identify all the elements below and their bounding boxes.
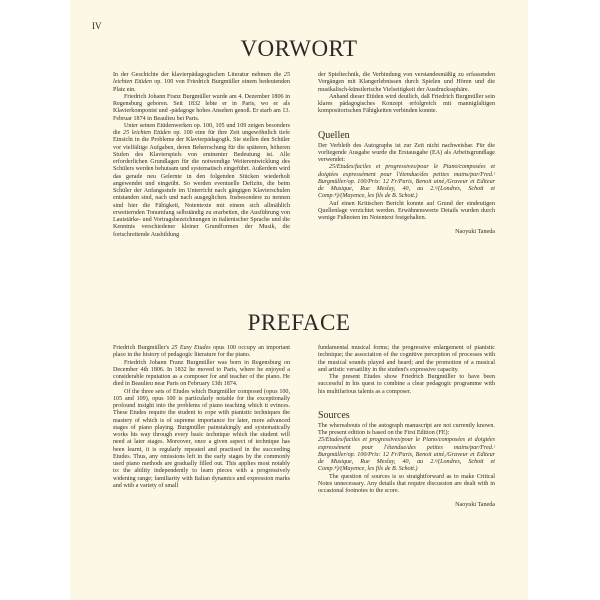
sources-closing: The question of sources is so straightforward as to make Critical Notes unnecessary. Any details that require discussion are dealt with in occasional footnotes to the score. xyxy=(318,473,495,494)
quellen-citation: 25/Etudes/faciles et progressives/pour le Piano/composées et doigtées expressément pour l'étendue/des petites mains/par/Fred.ᶜ Burgmüller/op. 100/Prix: 12 Fr/Paris, Benoit ainé,/Graveur et Editeur de Musique, Rue Meslay, 40, au 2.ᵉ/(Londres, Schott et Comp.ᶤᵉ)/(Mayence, les fils de B. Schott.) xyxy=(318,164,495,200)
preface-paragraph: Of the three sets of Etudes which Burgmüller composed (opus 100, 105 and 109), opus 100 is particularly notable for the exceptionally profound insight into the problems of piano teaching which it evinces. These Etudes require the student to cope with pianistic techniques the mastery of which is of supreme importance for later, more advanced stages of piano playing. Burgmüller painstakingly and systematically works his way through every basic technique which the student will need at later stages. Moreover, once a given aspect of technique has been learnt, it is regularly repeated and practised in the succeeding Etudes. Thus, any omissions left in the early stages by the commonly used piano methods are gradually filled out. This applies most notably to: the ability independently to learn pieces with a progressively widening range; familiarity with Italian dynamics and expression marks and with a variety of small xyxy=(113,388,290,489)
preface-paragraph: Friedrich Johann Franz Burgmüller was born in Regensburg on December 4th 1806. In 1832 he moved to Paris, where he enjoyed a considerable reputation as a composer for and teacher of the piano. He died in Beaulieu near Paris on February 13th 1874. xyxy=(113,359,290,388)
preface-paragraph: fundamental musical forms; the progressive enlargement of pianistic technique; the association of the cognitive perception of processes with the musical sounds played and heard; and the promotion of a musical and artistic versatility in the student's expressive capacity. xyxy=(318,345,495,373)
vorwort-right-column xyxy=(318,72,495,237)
quellen-intro: Der Verbleib des Autographs ist zur Zeit nicht nachweisbar. Für die vorliegende Ausgabe wurde die Erstausgabe (EA) als Arbeitsgrundlage verwendet: xyxy=(318,142,495,163)
vorwort-paragraph: Anhand dieser Etüden wird deutlich, daß Friedrich Burgmüller sein klares pädagogisches Konzept erfolgreich mit mannigfaltigen kompositorischen Fähigkeiten verbinden konnte. xyxy=(318,93,495,115)
vorwort-paragraph: der Spieltechnik, die Verbindung von verstandesmäßig zu erfassenden Vorgängen mit Klangerlebnissen durch Spielen und Hören und die musikalisch-künstlerische Vielseitigkeit der Ausdruckssphäre. xyxy=(318,72,495,93)
sources-citation: 25/Etudes/faciles et progressives/pour le Piano/composées et doigtées expressément pour l'étendue/des petites mains/par/Fred.ᶜ Burgmüller/op. 100/Prix: 12 Fr/Paris, Benoit ainé,/Graveur et Editeur de Musique, Rue Meslay, 40, au 2.ᵉ/(Londres, Schott et Comp.ᶤᵉ)/(Mayence, les fils de B. Schott.) xyxy=(318,437,495,473)
vorwort-left-column xyxy=(113,72,290,239)
preface-right-column xyxy=(318,345,495,510)
vorwort-title: VORWORT xyxy=(240,36,358,61)
preface-title: PREFACE xyxy=(247,310,351,335)
preface-signature: Naoyuki Taneda xyxy=(455,502,495,509)
quellen-closing: Auf einen Kritischen Bericht konnte auf Grund der eindeutigen Quellenlage verzichtet werden. Erwähnenswerte Details wurden durch wenige Fußnoten im Notentext festgehalten. xyxy=(318,200,495,221)
sources-heading: Sources xyxy=(318,409,350,421)
vorwort-paragraph: Unter seinen Etüdenwerken op. 100, 105 und 109 zeigen besonders die 25 leichten Etüden op. 100 eine für ihre Zeit ungewöhnlich tiefe Einsicht in die Probleme der Klavierpädagogik. Sie stellen den Schüler vor vielfältige Aufgaben, deren Beherrschung für die späteren, höheren Stufen des Klavierspiels von eminenter Bedeutung ist. Alle erforderlichen Grundlagen für die notwendige Weiterentwicklung des Schülers werden behutsam und systematisch eingeführt. Außerdem wird das gerade neu Gelernte in den folgenden Stücken wiederholt angewendet und eingeübt. So werden eventuelle Defizite, die beim Schüler der Anfangsstufe im Unterricht nach gängigen Klavierschulen entstanden sind, nach und nach ausgeglichen. Insbesondere zu nennen sind hier die Fähigkeit, Notentexte mit einem sich allmählich erweiternden Tonumfang selbständig zu erarbeiten, die Ausführung von Lautstärke- und Vortragsbezeichnungen in italienischer Sprache und die Kenntnis verschiedener kleiner Grundformen der Musik, die fortschreitende Ausbildung xyxy=(113,122,290,238)
page-number: IV xyxy=(92,21,102,31)
preface-left-column xyxy=(113,345,290,490)
preface-paragraph: Friedrich Burgmüller's 25 Easy Etudes opus 100 occupy an important place in the history of pedagogic literature for the piano. xyxy=(113,345,290,359)
quellen-heading: Quellen xyxy=(318,129,350,141)
vorwort-paragraph: In der Geschichte der klavierpädagogischen Literatur nehmen die 25 leichten Etüden op. 100 von Friedrich Burgmüller einem bedeutenden Platz ein. xyxy=(113,72,290,93)
preface-paragraph: The present Etudes show Friedrich Burgmüller to have been successful in his quest to combine a clear pedagogic programme with his multifarious talents as a composer. xyxy=(318,374,495,395)
vorwort-signature: Naoyuki Taneda xyxy=(455,229,495,236)
sources-intro: The whereabouts of the autograph manuscript are not currently known. The present edition is based on the First Edition (FE): xyxy=(318,422,495,436)
vorwort-paragraph: Friedrich Johann Franz Burgmüller wurde am 4. Dezember 1806 in Regensburg geboren. Seit 1832 lebte er in Paris, wo er als Klavierkomponist und -pädagoge hohes Ansehen genoß. Er starb am 13. Februar 1874 in Beaulieu bei Paris. xyxy=(113,93,290,122)
